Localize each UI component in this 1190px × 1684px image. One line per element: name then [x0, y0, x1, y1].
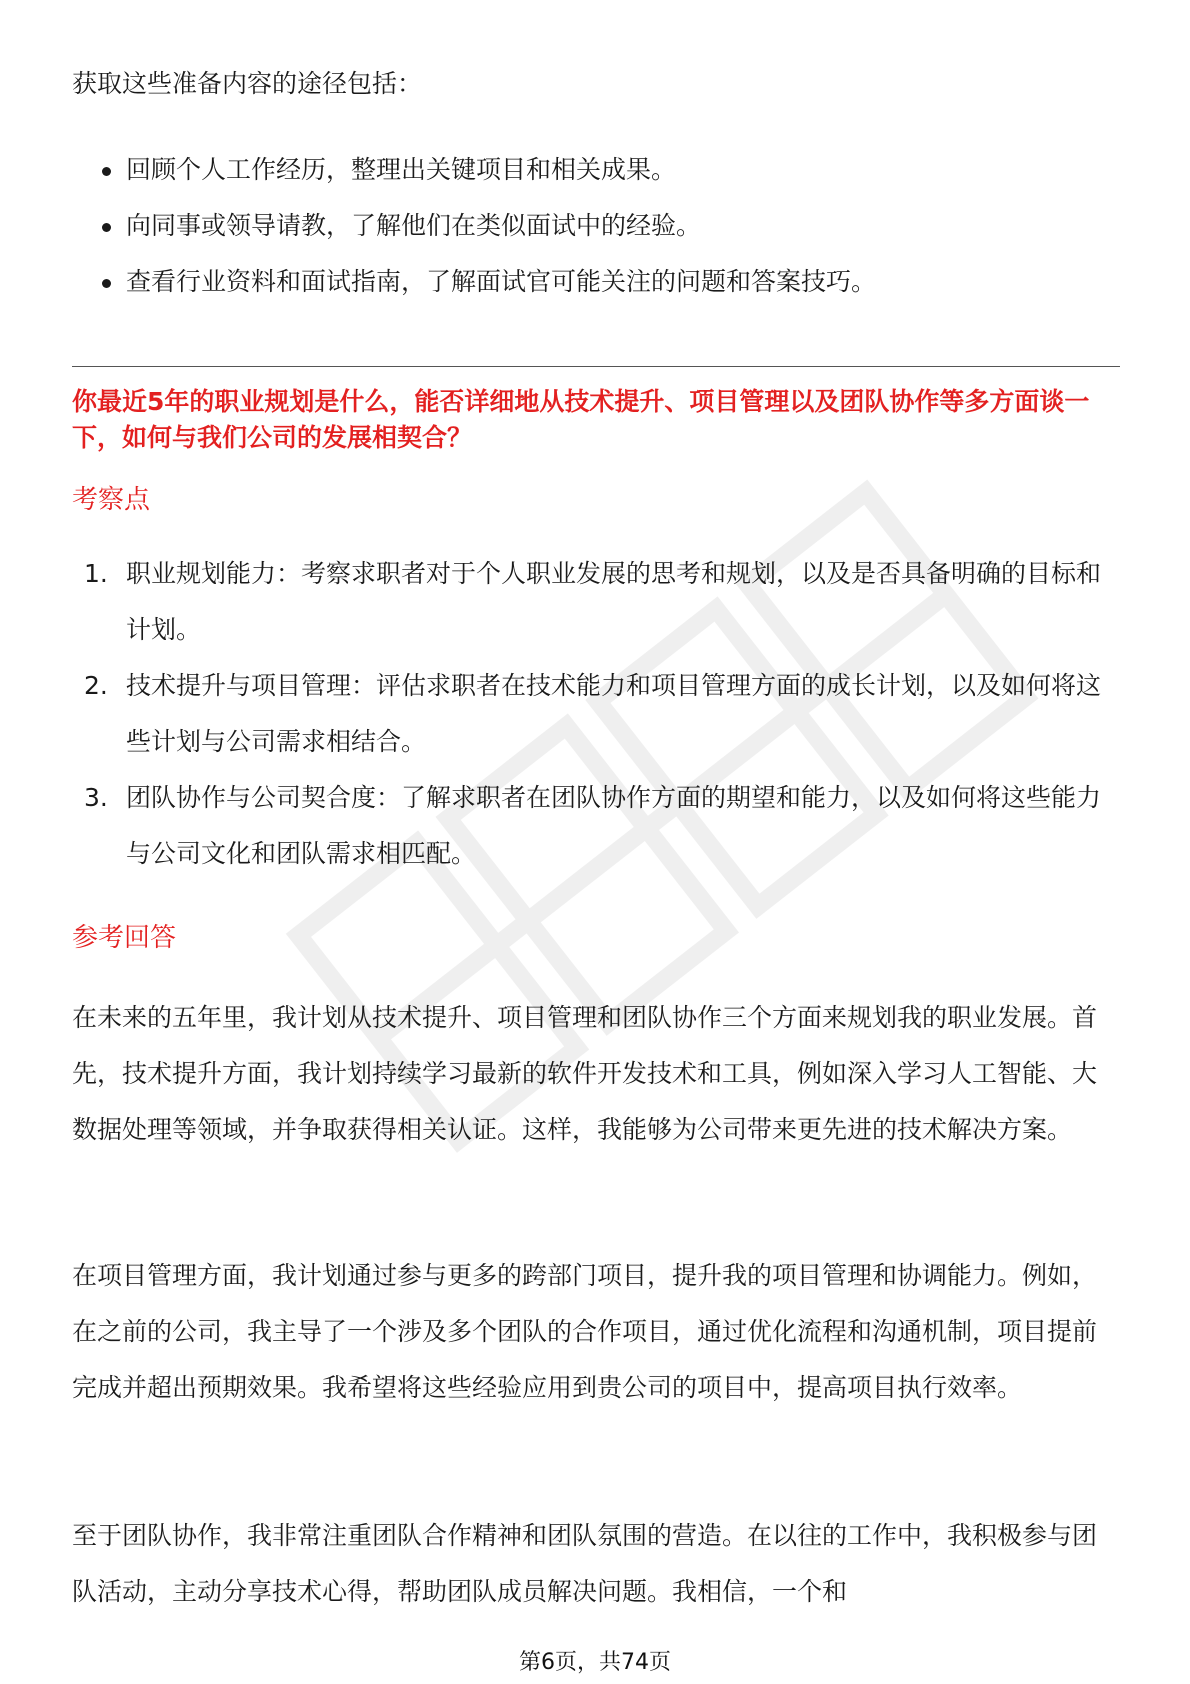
list-item	[72, 198, 1120, 254]
answer-paragraph: 在未来的五年里，我计划从技术提升、项目管理和团队协作三个方面来规划我的职业发展。首先，技术提升方面，我计划持续学习最新的软件开发技术和工具，例如深入学习人工智能、大数据处理等领域，并争取获得相关认证。这样，我能够为公司带来更先进的技术解决方案。	[72, 1003, 1098, 1144]
list-item-text: 技术提升与项目管理：评估求职者在技术能力和项目管理方面的成长计划，以及如何将这些计划与公司需求相结合。	[126, 671, 1102, 756]
answer-heading: 参考回答	[72, 923, 177, 953]
list-item-text: 查看行业资料和面试指南，了解面试官可能关注的问题和答案技巧。	[126, 267, 877, 296]
list-number: 3.	[84, 783, 108, 812]
list-item	[72, 770, 1120, 882]
bullet-dot-icon	[102, 279, 111, 288]
list-item	[72, 658, 1120, 770]
list-item-text: 团队协作与公司契合度：了解求职者在团队协作方面的期望和能力，以及如何将这些能力与公司文化和团队需求相匹配。	[126, 783, 1102, 868]
bullet-list	[72, 142, 1120, 310]
question-title: 你最近5年的职业规划是什么，能否详细地从技术提升、项目管理以及团队协作等多方面谈一下，如何与我们公司的发展相契合？	[72, 387, 1090, 452]
bullet-dot-icon	[102, 167, 111, 176]
list-item	[72, 546, 1120, 658]
list-item	[72, 142, 1120, 198]
answer-paragraph: 在项目管理方面，我计划通过参与更多的跨部门项目，提升我的项目管理和协调能力。例如，在之前的公司，我主导了一个涉及多个团队的合作项目，通过优化流程和沟通机制，项目提前完成并超出预期效果。我希望将这些经验应用到贵公司的项目中，提高项目执行效率。	[72, 1261, 1098, 1402]
list-item-text: 向同事或领导请教，了解他们在类似面试中的经验。	[126, 211, 702, 240]
answer-paragraph: 至于团队协作，我非常注重团队合作精神和团队氛围的营造。在以往的工作中，我积极参与团队活动，主动分享技术心得，帮助团队成员解决问题。我相信，一个和	[72, 1521, 1098, 1606]
list-item	[72, 254, 1120, 310]
section-divider	[72, 366, 1120, 367]
list-number: 1.	[84, 559, 108, 588]
page-footer: 第6页，共74页	[519, 1650, 671, 1675]
exam-points-list	[72, 546, 1120, 882]
list-item-text: 职业规划能力：考察求职者对于个人职业发展的思考和规划，以及是否具备明确的目标和计划。	[126, 559, 1102, 644]
intro-text: 获取这些准备内容的途径包括：	[72, 69, 423, 98]
list-item-text: 回顾个人工作经历，整理出关键项目和相关成果。	[126, 155, 677, 184]
bullet-dot-icon	[102, 223, 111, 232]
list-number: 2.	[84, 671, 108, 700]
exam-points-heading: 考察点	[72, 485, 151, 515]
